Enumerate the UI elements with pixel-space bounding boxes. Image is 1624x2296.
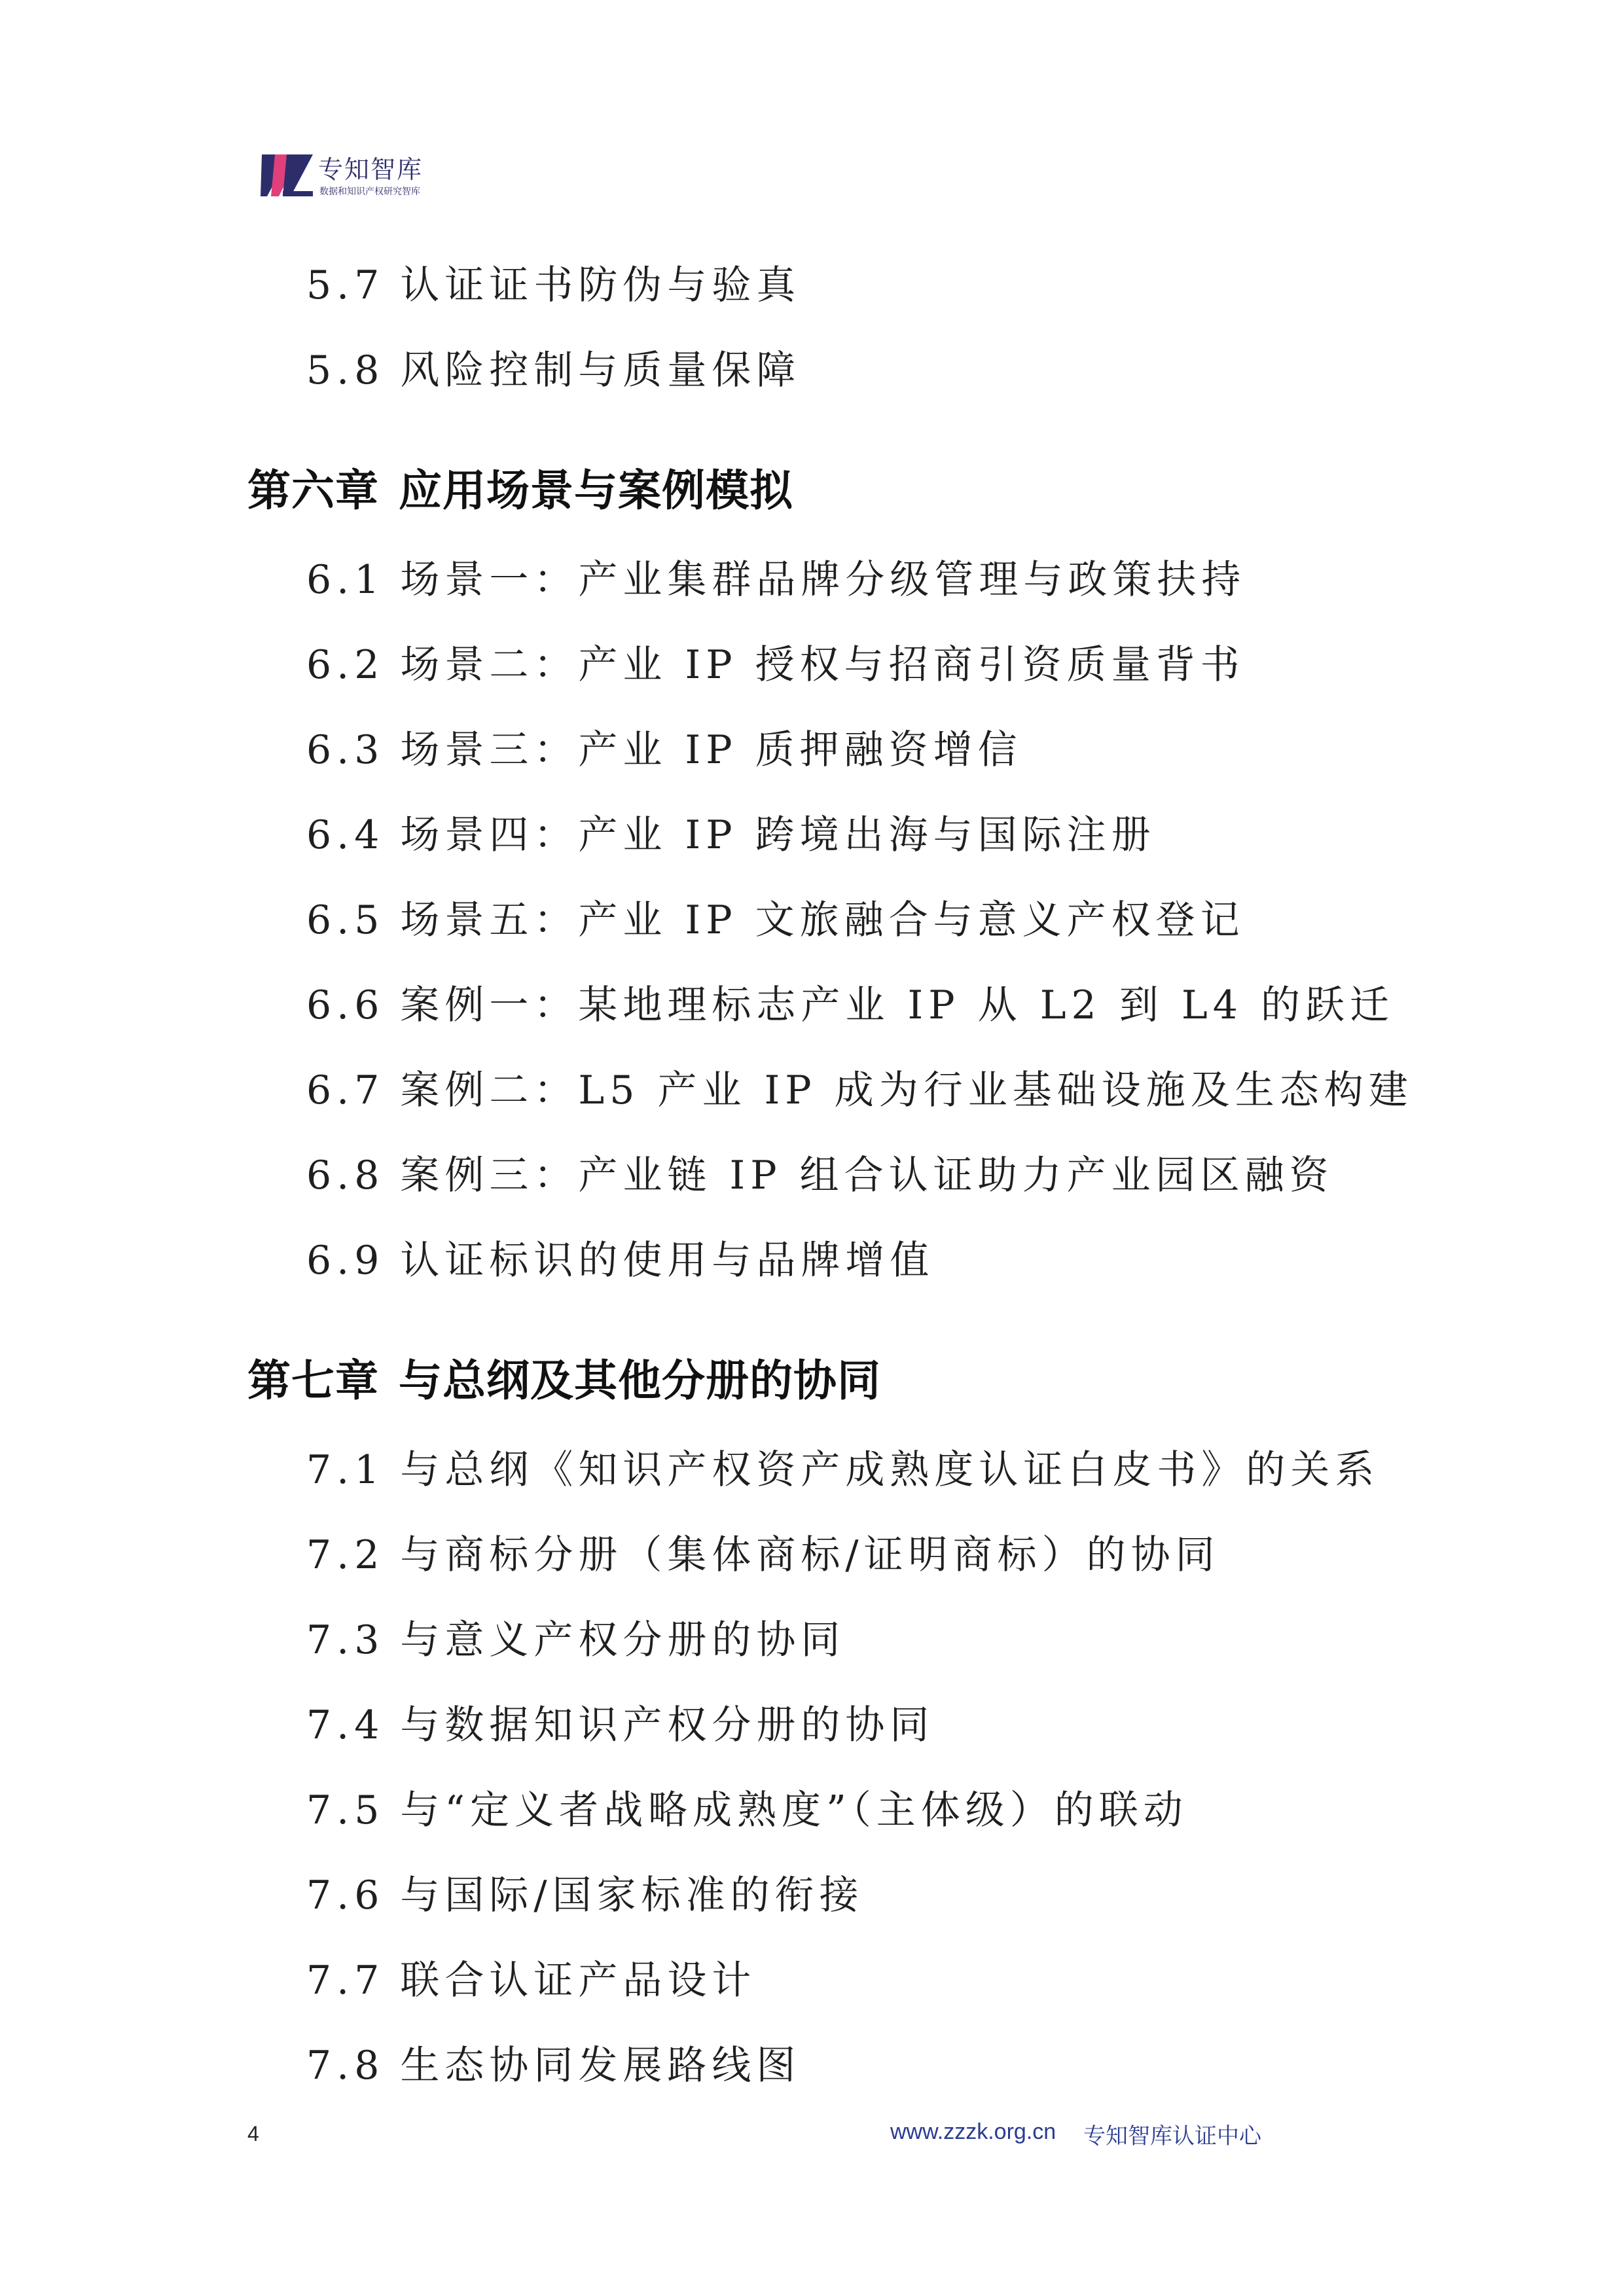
toc-entry-number: 7.2: [306, 1532, 385, 1578]
logo-mark-icon: [261, 149, 314, 202]
toc-entry-title: 与总纲《知识产权资产成熟度认证白皮书》的关系: [400, 1447, 1380, 1493]
toc-entry-number: 7.4: [306, 1702, 385, 1748]
toc-entry-title: 场景二：产业 IP 授权与招商引资质量背书: [400, 642, 1245, 688]
toc-entry-6-6[interactable]: [306, 982, 1394, 1029]
toc-entry-number: 7.1: [306, 1447, 385, 1493]
toc-entry-6-3[interactable]: [306, 726, 1022, 774]
toc-entry-title: 场景三：产业 IP 质押融资增信: [400, 727, 1022, 773]
toc-entry-5-7[interactable]: [306, 262, 801, 309]
chapter-number: 第七章: [247, 1355, 379, 1406]
toc-entry-title: 场景五：产业 IP 文旅融合与意义产权登记: [400, 897, 1245, 943]
toc-entry-title: 认证标识的使用与品牌增值: [400, 1238, 935, 1283]
toc-entry-6-5[interactable]: [306, 897, 1245, 944]
toc-entry-7-4[interactable]: [306, 1702, 934, 1749]
toc-entry-title: 与“定义者战略成熟度”（主体级）的联动: [400, 1787, 1188, 1833]
toc-entry-title: 风险控制与质量保障: [400, 348, 801, 393]
toc-entry-7-2[interactable]: [306, 1532, 1220, 1579]
toc-entry-number: 6.2: [306, 642, 385, 688]
toc-entry-title: 场景一：产业集群品牌分级管理与政策扶持: [400, 557, 1246, 603]
toc-entry-title: 联合认证产品设计: [400, 1958, 757, 2003]
toc-entry-number: 5.7: [306, 262, 385, 308]
toc-entry-number: 6.5: [306, 897, 385, 943]
toc-entry-number: 7.3: [306, 1617, 385, 1663]
page-number: 4: [247, 2122, 259, 2145]
toc-entry-number: 6.6: [306, 982, 385, 1028]
toc-entry-number: 6.3: [306, 727, 385, 773]
toc-entry-title: 认证证书防伪与验真: [400, 262, 801, 308]
toc-entry-7-1[interactable]: [306, 1446, 1379, 1494]
toc-entry-6-2[interactable]: [306, 641, 1245, 689]
chapter-number: 第六章: [247, 465, 379, 516]
toc-entry-6-9[interactable]: [306, 1237, 934, 1284]
logo-subtitle: 数据和知识产权研究智库: [319, 187, 420, 197]
toc-entry-title: 与意义产权分册的协同: [400, 1617, 846, 1663]
toc-entry-7-6[interactable]: [306, 1872, 864, 1919]
toc-entry-title: 与国际/国家标准的衔接: [400, 1873, 864, 1918]
toc-entry-title: 与商标分册（集体商标/证明商标）的协同: [400, 1532, 1220, 1578]
toc-entry-6-4[interactable]: [306, 812, 1156, 859]
footer-org-name: 专知智库认证中心: [1083, 2123, 1261, 2149]
toc-entry-title: 案例二：L5 产业 IP 成为行业基础设施及生态构建: [400, 1067, 1413, 1113]
toc-entry-7-7[interactable]: [306, 1957, 756, 2004]
chapter-6-heading[interactable]: [247, 465, 793, 517]
toc-entry-number: 5.8: [306, 348, 385, 393]
chapter-title: 与总纲及其他分册的协同: [399, 1355, 881, 1406]
toc-entry-number: 6.8: [306, 1153, 385, 1198]
footer-url-link[interactable]: www.zzzk.org.cn: [890, 2119, 1056, 2144]
toc-entry-title: 生态协同发展路线图: [400, 2043, 801, 2089]
toc-entry-5-8[interactable]: [306, 347, 801, 394]
toc-entry-title: 案例一：某地理标志产业 IP 从 L2 到 L4 的跃迁: [400, 982, 1394, 1028]
toc-entry-number: 7.7: [306, 1958, 385, 2003]
toc-entry-title: 与数据知识产权分册的协同: [400, 1702, 935, 1748]
toc-entry-number: 6.1: [306, 557, 385, 603]
toc-entry-7-5[interactable]: [306, 1787, 1188, 1834]
toc-entry-7-8[interactable]: [306, 2042, 801, 2089]
toc-entry-number: 6.7: [306, 1067, 385, 1113]
toc-entry-number: 7.6: [306, 1873, 385, 1918]
toc-entry-6-7[interactable]: [306, 1067, 1413, 1114]
logo: [261, 149, 457, 202]
toc-entry-number: 7.5: [306, 1787, 385, 1833]
toc-entry-title: 场景四：产业 IP 跨境出海与国际注册: [400, 812, 1156, 858]
toc-entry-title: 案例三：产业链 IP 组合认证助力产业园区融资: [400, 1153, 1334, 1198]
toc-entry-number: 6.9: [306, 1238, 385, 1283]
toc-entry-number: 6.4: [306, 812, 385, 858]
chapter-7-heading[interactable]: [247, 1355, 881, 1407]
chapter-title: 应用场景与案例模拟: [399, 465, 793, 516]
toc-entry-number: 7.8: [306, 2043, 385, 2089]
logo-title: 专知智库: [318, 155, 424, 184]
toc-entry-7-3[interactable]: [306, 1617, 845, 1664]
toc-entry-6-1[interactable]: [306, 556, 1246, 603]
toc-entry-6-8[interactable]: [306, 1152, 1334, 1199]
